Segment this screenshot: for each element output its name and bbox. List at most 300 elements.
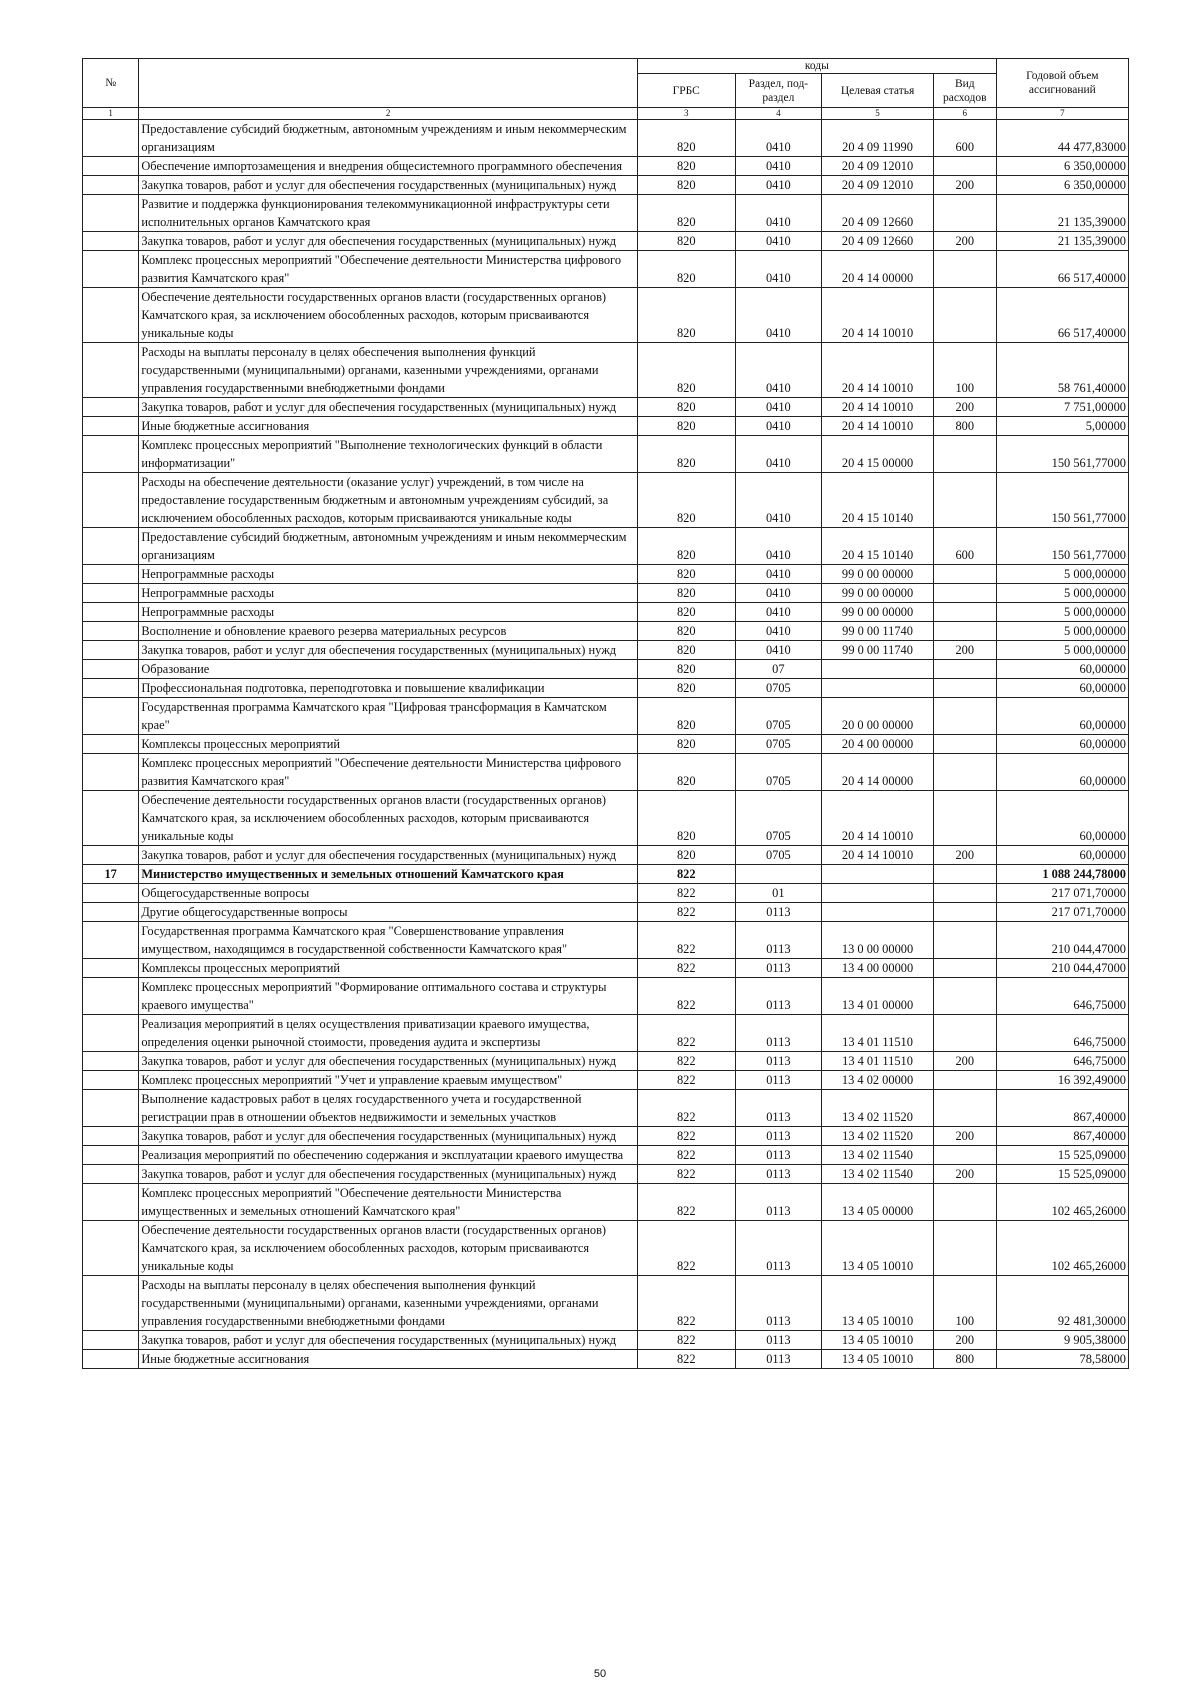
row-grbs: 822 (637, 1276, 735, 1331)
row-number (83, 622, 139, 641)
header-index-row (83, 108, 1129, 120)
row-expense-type (933, 1090, 996, 1127)
table-row (83, 288, 1129, 343)
row-name: Непрограммные расходы (139, 565, 638, 584)
index-cell: 6 (933, 108, 996, 120)
row-razdel: 0113 (735, 959, 822, 978)
row-name: Образование (139, 660, 638, 679)
row-razdel: 0410 (735, 565, 822, 584)
row-target-article: 13 4 01 00000 (822, 978, 934, 1015)
row-target-article: 99 0 00 00000 (822, 603, 934, 622)
table-row (83, 251, 1129, 288)
row-number (83, 473, 139, 528)
row-target-article: 13 4 02 00000 (822, 1071, 934, 1090)
table-header (83, 59, 1129, 120)
row-number (83, 1090, 139, 1127)
table-row (83, 846, 1129, 865)
row-target-article: 20 4 14 00000 (822, 251, 934, 288)
row-grbs: 822 (637, 1221, 735, 1276)
row-amount: 60,00000 (996, 754, 1128, 791)
row-grbs: 822 (637, 978, 735, 1015)
row-expense-type (933, 1071, 996, 1090)
row-grbs: 820 (637, 641, 735, 660)
row-number (83, 1184, 139, 1221)
row-grbs: 820 (637, 603, 735, 622)
row-target-article: 20 4 09 12010 (822, 157, 934, 176)
row-name: Расходы на выплаты персоналу в целях обеспечения выполнения функций государственными (муниципальными) органами, казенными учреждениями, органами управления государственными внебюджетными фондами (139, 343, 638, 398)
row-razdel: 0705 (735, 735, 822, 754)
table-row (83, 884, 1129, 903)
row-grbs: 822 (637, 1015, 735, 1052)
row-grbs: 820 (637, 846, 735, 865)
row-grbs: 820 (637, 679, 735, 698)
table-row (83, 660, 1129, 679)
row-amount: 102 465,26000 (996, 1184, 1128, 1221)
row-amount: 15 525,09000 (996, 1146, 1128, 1165)
row-amount: 150 561,77000 (996, 473, 1128, 528)
row-number (83, 195, 139, 232)
row-number (83, 660, 139, 679)
row-amount: 15 525,09000 (996, 1165, 1128, 1184)
row-name: Комплекс процессных мероприятий "Обеспечение деятельности Министерства цифрового развития Камчатского края" (139, 251, 638, 288)
row-number (83, 754, 139, 791)
row-name: Реализация мероприятий в целях осуществления приватизации краевого имущества, определения оценки рыночной стоимости, проведения аудита и экспертизы (139, 1015, 638, 1052)
row-expense-type (933, 978, 996, 1015)
row-name: Комплекс процессных мероприятий "Формирование оптимального состава и структуры краевого имущества" (139, 978, 638, 1015)
header-num: № (83, 59, 139, 108)
row-razdel: 0113 (735, 978, 822, 1015)
row-number (83, 120, 139, 157)
row-expense-type (933, 1221, 996, 1276)
table-row (83, 922, 1129, 959)
row-grbs: 820 (637, 584, 735, 603)
table-row (83, 865, 1129, 884)
row-name: Министерство имущественных и земельных отношений Камчатского края (139, 865, 638, 884)
row-expense-type: 200 (933, 1052, 996, 1071)
header-name (139, 59, 638, 108)
row-target-article: 20 4 14 10010 (822, 288, 934, 343)
table-row (83, 1015, 1129, 1052)
row-number (83, 922, 139, 959)
row-number (83, 903, 139, 922)
row-amount: 646,75000 (996, 1015, 1128, 1052)
row-amount: 78,58000 (996, 1350, 1128, 1369)
row-name: Комплексы процессных мероприятий (139, 959, 638, 978)
row-grbs: 820 (637, 120, 735, 157)
row-razdel: 0410 (735, 641, 822, 660)
row-expense-type: 600 (933, 120, 996, 157)
row-razdel: 0113 (735, 1015, 822, 1052)
row-amount: 58 761,40000 (996, 343, 1128, 398)
row-amount: 646,75000 (996, 978, 1128, 1015)
row-name: Выполнение кадастровых работ в целях государственного учета и государственной регистрации прав в отношении объектов недвижимости и земельных участков (139, 1090, 638, 1127)
row-razdel: 0410 (735, 528, 822, 565)
index-cell: 4 (735, 108, 822, 120)
row-grbs: 820 (637, 735, 735, 754)
row-name: Закупка товаров, работ и услуг для обеспечения государственных (муниципальных) нужд (139, 232, 638, 251)
row-expense-type (933, 735, 996, 754)
row-amount: 6 350,00000 (996, 176, 1128, 195)
row-number (83, 641, 139, 660)
row-expense-type (933, 791, 996, 846)
table-row (83, 1165, 1129, 1184)
row-grbs: 820 (637, 176, 735, 195)
row-number (83, 528, 139, 565)
row-amount: 60,00000 (996, 679, 1128, 698)
row-expense-type: 100 (933, 343, 996, 398)
row-number (83, 1146, 139, 1165)
row-expense-type (933, 195, 996, 232)
row-grbs: 820 (637, 791, 735, 846)
row-razdel: 0113 (735, 1052, 822, 1071)
row-grbs: 820 (637, 288, 735, 343)
row-target-article: 13 4 05 10010 (822, 1331, 934, 1350)
row-target-article: 20 4 15 00000 (822, 436, 934, 473)
table-row (83, 1184, 1129, 1221)
index-cell: 7 (996, 108, 1128, 120)
table-row (83, 565, 1129, 584)
row-number (83, 251, 139, 288)
row-expense-type: 600 (933, 528, 996, 565)
row-razdel: 0113 (735, 1221, 822, 1276)
row-grbs: 820 (637, 398, 735, 417)
row-target-article: 99 0 00 11740 (822, 641, 934, 660)
row-razdel: 0410 (735, 622, 822, 641)
row-amount: 44 477,83000 (996, 120, 1128, 157)
row-razdel: 0705 (735, 846, 822, 865)
row-number (83, 584, 139, 603)
index-cell: 1 (83, 108, 139, 120)
row-razdel: 0410 (735, 288, 822, 343)
row-amount: 867,40000 (996, 1127, 1128, 1146)
row-grbs: 820 (637, 622, 735, 641)
row-grbs: 822 (637, 1165, 735, 1184)
row-expense-type: 100 (933, 1276, 996, 1331)
row-target-article: 13 4 01 11510 (822, 1015, 934, 1052)
row-grbs: 820 (637, 195, 735, 232)
table-body (83, 120, 1129, 1369)
row-amount: 5 000,00000 (996, 565, 1128, 584)
header-grbs: ГРБС (637, 74, 735, 108)
row-name: Иные бюджетные ассигнования (139, 417, 638, 436)
table-row (83, 120, 1129, 157)
table-row (83, 641, 1129, 660)
table-row (83, 1221, 1129, 1276)
row-grbs: 820 (637, 660, 735, 679)
row-razdel: 0113 (735, 1276, 822, 1331)
row-grbs: 820 (637, 698, 735, 735)
row-target-article: 20 4 09 12660 (822, 195, 934, 232)
row-grbs: 822 (637, 1071, 735, 1090)
row-grbs: 822 (637, 884, 735, 903)
budget-table (82, 58, 1129, 1369)
row-number (83, 343, 139, 398)
row-amount: 66 517,40000 (996, 251, 1128, 288)
row-razdel: 0410 (735, 417, 822, 436)
row-razdel: 0410 (735, 120, 822, 157)
row-name: Обеспечение деятельности государственных органов власти (государственных органов) Камчатского края, за исключением обособленных расходов, которым присваиваются уникальные коды (139, 791, 638, 846)
row-name: Государственная программа Камчатского края "Цифровая трансформация в Камчатском крае" (139, 698, 638, 735)
row-razdel: 0113 (735, 1071, 822, 1090)
row-target-article: 20 4 14 10010 (822, 417, 934, 436)
row-amount: 21 135,39000 (996, 195, 1128, 232)
row-target-article: 13 4 05 10010 (822, 1350, 934, 1369)
row-target-article: 20 4 09 12010 (822, 176, 934, 195)
row-number (83, 679, 139, 698)
row-amount: 102 465,26000 (996, 1221, 1128, 1276)
table-row (83, 1331, 1129, 1350)
index-cell: 5 (822, 108, 934, 120)
index-cell: 2 (139, 108, 638, 120)
row-amount: 5 000,00000 (996, 622, 1128, 641)
row-amount: 217 071,70000 (996, 903, 1128, 922)
row-amount: 5,00000 (996, 417, 1128, 436)
row-expense-type: 200 (933, 846, 996, 865)
row-name: Закупка товаров, работ и услуг для обеспечения государственных (муниципальных) нужд (139, 846, 638, 865)
row-razdel: 0113 (735, 903, 822, 922)
row-grbs: 822 (637, 1350, 735, 1369)
row-razdel: 0410 (735, 398, 822, 417)
row-target-article: 13 4 05 10010 (822, 1276, 934, 1331)
row-razdel: 0410 (735, 473, 822, 528)
table-row (83, 679, 1129, 698)
row-name: Закупка товаров, работ и услуг для обеспечения государственных (муниципальных) нужд (139, 1331, 638, 1350)
row-expense-type (933, 698, 996, 735)
row-number: 17 (83, 865, 139, 884)
table-row (83, 1071, 1129, 1090)
row-name: Другие общегосударственные вопросы (139, 903, 638, 922)
row-name: Обеспечение деятельности государственных органов власти (государственных органов) Камчатского края, за исключением обособленных расходов, которым присваиваются уникальные коды (139, 288, 638, 343)
row-name: Общегосударственные вопросы (139, 884, 638, 903)
row-razdel: 0113 (735, 1165, 822, 1184)
table-row (83, 528, 1129, 565)
row-amount: 60,00000 (996, 660, 1128, 679)
row-name: Комплекс процессных мероприятий "Учет и управление краевым имуществом" (139, 1071, 638, 1090)
table-row (83, 232, 1129, 251)
row-number (83, 1127, 139, 1146)
table-row (83, 735, 1129, 754)
row-grbs: 820 (637, 251, 735, 288)
row-expense-type (933, 922, 996, 959)
row-grbs: 822 (637, 1090, 735, 1127)
table-row (83, 436, 1129, 473)
row-name: Профессиональная подготовка, переподготовка и повышение квалификации (139, 679, 638, 698)
header-cel: Целевая статья (822, 74, 934, 108)
row-amount: 150 561,77000 (996, 528, 1128, 565)
row-grbs: 822 (637, 1146, 735, 1165)
row-target-article: 20 4 14 10010 (822, 343, 934, 398)
row-name: Восполнение и обновление краевого резерва материальных ресурсов (139, 622, 638, 641)
row-amount: 66 517,40000 (996, 288, 1128, 343)
row-name: Закупка товаров, работ и услуг для обеспечения государственных (муниципальных) нужд (139, 1127, 638, 1146)
row-razdel: 0705 (735, 698, 822, 735)
row-razdel: 0113 (735, 922, 822, 959)
row-name: Предоставление субсидий бюджетным, автономным учреждениям и иным некоммерческим организациям (139, 120, 638, 157)
row-razdel: 0705 (735, 754, 822, 791)
row-amount: 60,00000 (996, 846, 1128, 865)
row-number (83, 1276, 139, 1331)
table-row (83, 603, 1129, 622)
row-name: Закупка товаров, работ и услуг для обеспечения государственных (муниципальных) нужд (139, 1052, 638, 1071)
row-target-article (822, 679, 934, 698)
row-expense-type (933, 679, 996, 698)
row-target-article (822, 903, 934, 922)
table-row (83, 195, 1129, 232)
row-number (83, 157, 139, 176)
row-number (83, 232, 139, 251)
row-amount: 5 000,00000 (996, 584, 1128, 603)
row-razdel: 0410 (735, 195, 822, 232)
row-razdel: 0113 (735, 1090, 822, 1127)
row-expense-type (933, 1015, 996, 1052)
row-name: Комплексы процессных мероприятий (139, 735, 638, 754)
row-name: Расходы на выплаты персоналу в целях обеспечения выполнения функций государственными (муниципальными) органами, казенными учреждениями, органами управления государственными внебюджетными фондами (139, 1276, 638, 1331)
row-amount: 60,00000 (996, 735, 1128, 754)
row-target-article: 13 4 02 11520 (822, 1090, 934, 1127)
row-grbs: 820 (637, 754, 735, 791)
row-grbs: 822 (637, 1331, 735, 1350)
row-razdel: 0113 (735, 1146, 822, 1165)
row-amount: 92 481,30000 (996, 1276, 1128, 1331)
row-name: Иные бюджетные ассигнования (139, 1350, 638, 1369)
row-target-article: 20 4 09 11990 (822, 120, 934, 157)
table-row (83, 791, 1129, 846)
row-target-article: 13 4 02 11540 (822, 1165, 934, 1184)
row-number (83, 959, 139, 978)
row-grbs: 822 (637, 1052, 735, 1071)
row-target-article (822, 884, 934, 903)
header-vid: Вид расходов (933, 74, 996, 108)
row-number (83, 1350, 139, 1369)
header-razdel: Раздел, под-раздел (735, 74, 822, 108)
row-expense-type (933, 251, 996, 288)
row-amount: 646,75000 (996, 1052, 1128, 1071)
row-number (83, 884, 139, 903)
row-razdel: 0705 (735, 791, 822, 846)
row-number (83, 1221, 139, 1276)
row-target-article: 13 4 02 11520 (822, 1127, 934, 1146)
row-amount: 60,00000 (996, 791, 1128, 846)
row-name: Закупка товаров, работ и услуг для обеспечения государственных (муниципальных) нужд (139, 176, 638, 195)
table-row (83, 1127, 1129, 1146)
row-expense-type (933, 288, 996, 343)
row-expense-type (933, 622, 996, 641)
row-grbs: 822 (637, 1127, 735, 1146)
row-number (83, 565, 139, 584)
row-expense-type: 200 (933, 641, 996, 660)
table-row (83, 176, 1129, 195)
budget-sheet (82, 58, 1129, 1369)
row-target-article: 20 0 00 00000 (822, 698, 934, 735)
row-razdel: 0410 (735, 176, 822, 195)
row-expense-type: 800 (933, 1350, 996, 1369)
row-expense-type (933, 884, 996, 903)
row-number (83, 1331, 139, 1350)
row-target-article: 99 0 00 00000 (822, 584, 934, 603)
row-number (83, 1165, 139, 1184)
table-row (83, 1276, 1129, 1331)
row-amount: 6 350,00000 (996, 157, 1128, 176)
row-expense-type: 200 (933, 176, 996, 195)
table-row (83, 698, 1129, 735)
row-name: Непрограммные расходы (139, 584, 638, 603)
row-grbs: 822 (637, 959, 735, 978)
row-target-article: 99 0 00 00000 (822, 565, 934, 584)
row-expense-type (933, 1184, 996, 1221)
row-grbs: 820 (637, 565, 735, 584)
row-grbs: 822 (637, 903, 735, 922)
table-row (83, 473, 1129, 528)
row-amount: 5 000,00000 (996, 603, 1128, 622)
row-name: Закупка товаров, работ и услуг для обеспечения государственных (муниципальных) нужд (139, 641, 638, 660)
table-row (83, 1052, 1129, 1071)
index-cell: 3 (637, 108, 735, 120)
row-number (83, 1071, 139, 1090)
row-expense-type (933, 754, 996, 791)
row-expense-type (933, 565, 996, 584)
row-grbs: 820 (637, 436, 735, 473)
row-expense-type (933, 584, 996, 603)
row-number (83, 436, 139, 473)
row-expense-type: 800 (933, 417, 996, 436)
row-expense-type (933, 959, 996, 978)
row-target-article: 20 4 09 12660 (822, 232, 934, 251)
row-name: Развитие и поддержка функционирования телекоммуникационной инфраструктуры сети исполнительных органов Камчатского края (139, 195, 638, 232)
table-row (83, 157, 1129, 176)
row-expense-type: 200 (933, 1127, 996, 1146)
header-codes: коды (637, 59, 996, 74)
row-number (83, 698, 139, 735)
row-name: Обеспечение деятельности государственных органов власти (государственных органов) Камчатского края, за исключением обособленных расходов, которым присваиваются уникальные коды (139, 1221, 638, 1276)
table-row (83, 754, 1129, 791)
row-number (83, 603, 139, 622)
row-target-article: 99 0 00 11740 (822, 622, 934, 641)
row-razdel: 0705 (735, 679, 822, 698)
row-grbs: 822 (637, 1184, 735, 1221)
row-name: Государственная программа Камчатского края "Совершенствование управления имуществом, находящимся в государственной собственности Камчатского края" (139, 922, 638, 959)
row-name: Обеспечение импортозамещения и внедрения общесистемного программного обеспечения (139, 157, 638, 176)
row-razdel: 0410 (735, 343, 822, 398)
row-amount: 5 000,00000 (996, 641, 1128, 660)
table-row (83, 398, 1129, 417)
row-expense-type (933, 436, 996, 473)
row-name: Непрограммные расходы (139, 603, 638, 622)
row-number (83, 1015, 139, 1052)
row-number (83, 735, 139, 754)
row-grbs: 822 (637, 865, 735, 884)
row-target-article: 13 4 05 00000 (822, 1184, 934, 1221)
row-razdel: 0113 (735, 1331, 822, 1350)
row-name: Комплекс процессных мероприятий "Обеспечение деятельности Министерства цифрового развития Камчатского края" (139, 754, 638, 791)
row-amount: 16 392,49000 (996, 1071, 1128, 1090)
row-number (83, 398, 139, 417)
table-row (83, 1090, 1129, 1127)
row-number (83, 176, 139, 195)
row-target-article (822, 660, 934, 679)
row-amount: 9 905,38000 (996, 1331, 1128, 1350)
table-row (83, 978, 1129, 1015)
row-number (83, 791, 139, 846)
table-row (83, 584, 1129, 603)
row-number (83, 846, 139, 865)
row-target-article: 20 4 14 10010 (822, 791, 934, 846)
row-name: Расходы на обеспечение деятельности (оказание услуг) учреждений, в том числе на предоставление государственным бюджетным и автономным учреждениям субсидий, за исключением обособленных расходов, которым присваиваются уникальные коды (139, 473, 638, 528)
row-razdel: 0113 (735, 1127, 822, 1146)
row-expense-type: 200 (933, 1165, 996, 1184)
row-razdel: 0410 (735, 584, 822, 603)
row-target-article: 20 4 14 00000 (822, 754, 934, 791)
table-row (83, 622, 1129, 641)
